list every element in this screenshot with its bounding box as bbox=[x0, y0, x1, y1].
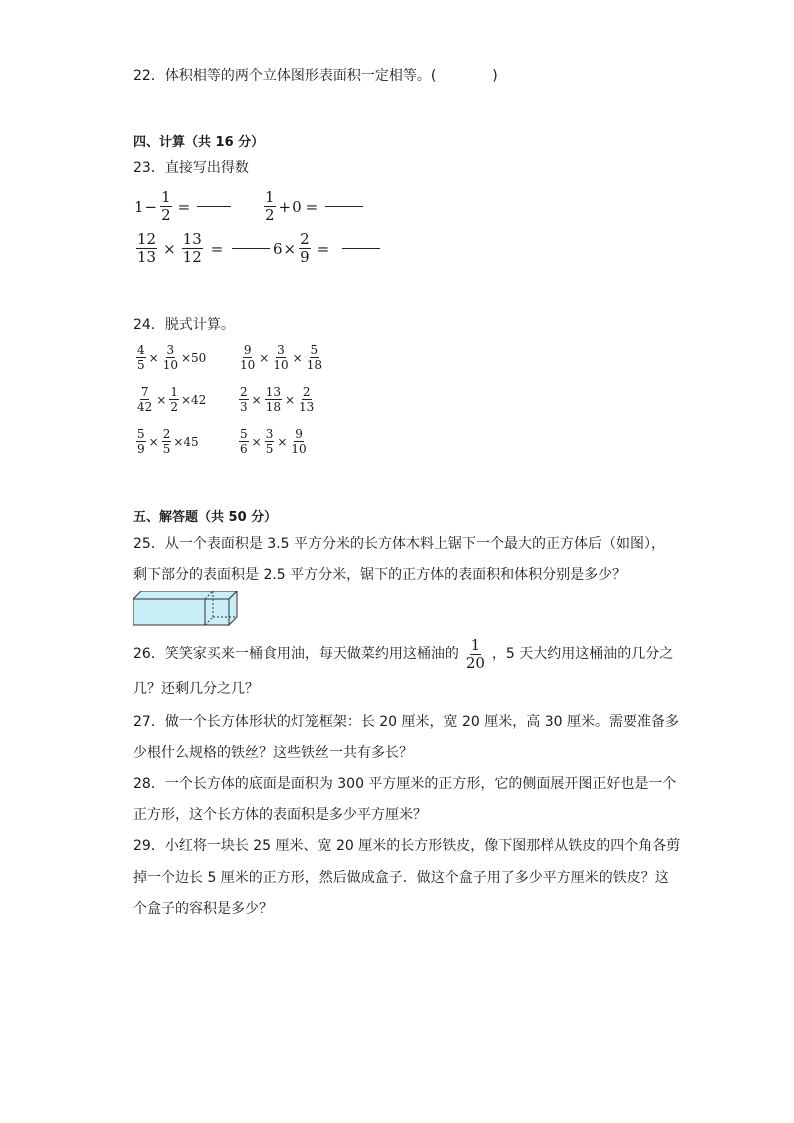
fraction bbox=[162, 428, 172, 455]
question-28-line-2: 正方形，这个长方体的表面积是多少平方厘米？ bbox=[133, 807, 427, 823]
math-symbol: + bbox=[278, 197, 292, 216]
section-4-title: 四、计算（共 16 分） bbox=[133, 135, 265, 150]
denominator: 10 bbox=[240, 358, 256, 372]
q24-expression-5 bbox=[134, 428, 199, 455]
fraction bbox=[239, 344, 256, 371]
fraction bbox=[136, 386, 153, 413]
q24-expression-1 bbox=[134, 344, 206, 371]
math-symbol: = bbox=[210, 239, 224, 258]
denominator: 2 bbox=[161, 206, 171, 224]
numerator: 4 bbox=[137, 343, 145, 357]
denominator: 2 bbox=[265, 206, 275, 224]
numerator: 12 bbox=[137, 230, 157, 248]
q23-expression-3 bbox=[134, 232, 270, 265]
question-25-line-2: 剩下部分的表面积是 2.5 平方分米，锯下的正方体的表面积和体积分别是多少？ bbox=[133, 567, 627, 583]
question-22 bbox=[133, 66, 498, 86]
numerator: 1 bbox=[470, 635, 481, 654]
q24-expression-2 bbox=[237, 344, 325, 371]
denominator: 2 bbox=[170, 400, 178, 414]
question-29-line-2: 掉一个边长 5 厘米的正方形，然后做成盒子．做这个盒子用了多少平方厘米的铁皮？这 bbox=[133, 870, 669, 886]
fraction bbox=[136, 344, 146, 371]
denominator: 10 bbox=[273, 358, 289, 372]
math-symbol: × bbox=[163, 239, 176, 258]
q23-expression-2 bbox=[262, 190, 363, 223]
answer-blank-23-3[interactable] bbox=[232, 248, 270, 249]
q23-expression-4 bbox=[273, 232, 380, 265]
denominator: 12 bbox=[182, 248, 202, 266]
q23-expression-1 bbox=[134, 190, 231, 223]
question-29-line-3: 个盒子的容积是多少？ bbox=[133, 901, 273, 917]
section-5-title: 五、解答题（共 50 分） bbox=[133, 510, 278, 525]
numerator: 5 bbox=[310, 343, 319, 357]
denominator: 13 bbox=[137, 248, 157, 266]
question-28-line-1: 28．一个长方体的底面是面积为 300 平方厘米的正方形，它的侧面展开图正好也是一个 bbox=[133, 776, 677, 792]
math-symbol: ×45 bbox=[173, 434, 199, 449]
numerator: 2 bbox=[300, 230, 310, 248]
fraction bbox=[136, 428, 146, 455]
question-23-title: 23．直接写出得数 bbox=[133, 160, 249, 176]
answer-blank-23-2[interactable] bbox=[325, 206, 363, 207]
numerator: 2 bbox=[302, 385, 311, 399]
numerator: 13 bbox=[265, 385, 281, 399]
fraction bbox=[272, 344, 289, 371]
numerator: 3 bbox=[265, 427, 274, 441]
math-symbol: = bbox=[316, 239, 330, 258]
math-symbol: × bbox=[292, 350, 303, 365]
numerator: 1 bbox=[265, 188, 275, 206]
cuboid-with-cut-cube-figure bbox=[133, 591, 243, 627]
question-22-close: ) bbox=[492, 68, 498, 84]
fraction bbox=[265, 386, 282, 413]
denominator: 9 bbox=[300, 248, 310, 266]
fraction bbox=[306, 344, 323, 371]
numerator: 13 bbox=[182, 230, 202, 248]
fraction bbox=[290, 428, 307, 455]
denominator: 3 bbox=[240, 400, 248, 414]
numerator: 3 bbox=[166, 343, 175, 357]
denominator: 6 bbox=[240, 442, 248, 456]
question-26-line-1: 26．笑笑家买来一桶食用油，每天做菜约用这桶油的 $\frac{1}{20}$ ，5 天大约用这桶油的几分之 bbox=[133, 635, 674, 672]
math-symbol: = bbox=[305, 197, 319, 216]
question-22-text: 22．体积相等的两个立体图形表面积一定相等。( bbox=[133, 68, 437, 84]
question-27-line-1: 27．做一个长方体形状的灯笼框架：长 20 厘米，宽 20 厘米，高 30 厘米。需要准备多 bbox=[133, 714, 679, 730]
math-symbol: × bbox=[283, 239, 297, 258]
math-symbol: × bbox=[156, 392, 167, 407]
math-symbol: × bbox=[251, 434, 262, 449]
fraction bbox=[169, 386, 179, 413]
math-symbol: 0 bbox=[292, 197, 302, 216]
question-24-title: 24．脱式计算。 bbox=[133, 317, 235, 333]
fraction bbox=[264, 190, 276, 223]
math-symbol: 1 bbox=[134, 197, 144, 216]
denominator: 10 bbox=[291, 442, 307, 456]
denominator: 13 bbox=[299, 400, 315, 414]
numerator: 2 bbox=[240, 385, 248, 399]
fraction bbox=[162, 344, 179, 371]
fraction bbox=[182, 232, 203, 265]
denominator: 18 bbox=[265, 400, 281, 414]
math-symbol: × bbox=[148, 350, 159, 365]
numerator: 1 bbox=[161, 188, 171, 206]
q24-expression-3 bbox=[134, 386, 206, 413]
fraction bbox=[298, 386, 315, 413]
denominator: 5 bbox=[162, 442, 171, 456]
numerator: 1 bbox=[170, 385, 178, 399]
fraction bbox=[160, 190, 172, 223]
math-symbol: = bbox=[177, 197, 191, 216]
numerator: 9 bbox=[295, 427, 303, 441]
numerator: 5 bbox=[240, 427, 248, 441]
math-symbol: × bbox=[277, 434, 288, 449]
numerator: 2 bbox=[162, 427, 171, 441]
question-29-line-1: 29．小红将一块长 25 厘米、宽 20 厘米的长方形铁皮，像下图那样从铁皮的四个角各剪 bbox=[133, 838, 681, 854]
answer-blank-23-1[interactable] bbox=[197, 206, 231, 207]
q24-expression-6 bbox=[237, 428, 310, 455]
numerator: 7 bbox=[140, 385, 149, 399]
math-symbol: 6 bbox=[273, 239, 283, 258]
fraction bbox=[239, 386, 249, 413]
denominator: 5 bbox=[137, 358, 145, 372]
math-symbol: × bbox=[148, 434, 159, 449]
fraction bbox=[299, 232, 311, 265]
question-25-line-1: 25．从一个表面积是 3.5 平方分米的长方体木料上锯下一个最大的正方体后（如图）， bbox=[133, 536, 665, 552]
denominator: 18 bbox=[306, 358, 322, 372]
answer-blank-23-4[interactable] bbox=[342, 248, 380, 249]
denominator: 42 bbox=[137, 400, 153, 414]
fraction bbox=[239, 428, 249, 455]
math-symbol: ×42 bbox=[180, 392, 207, 407]
fraction bbox=[265, 428, 275, 455]
denominator: 5 bbox=[265, 442, 274, 456]
q24-expression-4 bbox=[237, 386, 317, 413]
denominator: 9 bbox=[137, 442, 145, 456]
fraction bbox=[136, 232, 157, 265]
math-symbol: × bbox=[259, 350, 270, 365]
numerator: 9 bbox=[243, 343, 252, 357]
denominator: 10 bbox=[162, 358, 178, 372]
denominator: 20 bbox=[465, 653, 485, 672]
numerator: 5 bbox=[137, 427, 145, 441]
question-27-line-2: 少根什么规格的铁丝？这些铁丝一共有多长？ bbox=[133, 745, 413, 761]
numerator: 3 bbox=[277, 343, 285, 357]
fraction-1-20 bbox=[465, 635, 486, 672]
math-symbol: × bbox=[284, 392, 296, 407]
math-symbol: ×50 bbox=[180, 350, 207, 365]
math-symbol: − bbox=[144, 197, 158, 216]
math-symbol: × bbox=[251, 392, 262, 407]
question-26-line-2: 几？还剩几分之几？ bbox=[133, 681, 259, 697]
